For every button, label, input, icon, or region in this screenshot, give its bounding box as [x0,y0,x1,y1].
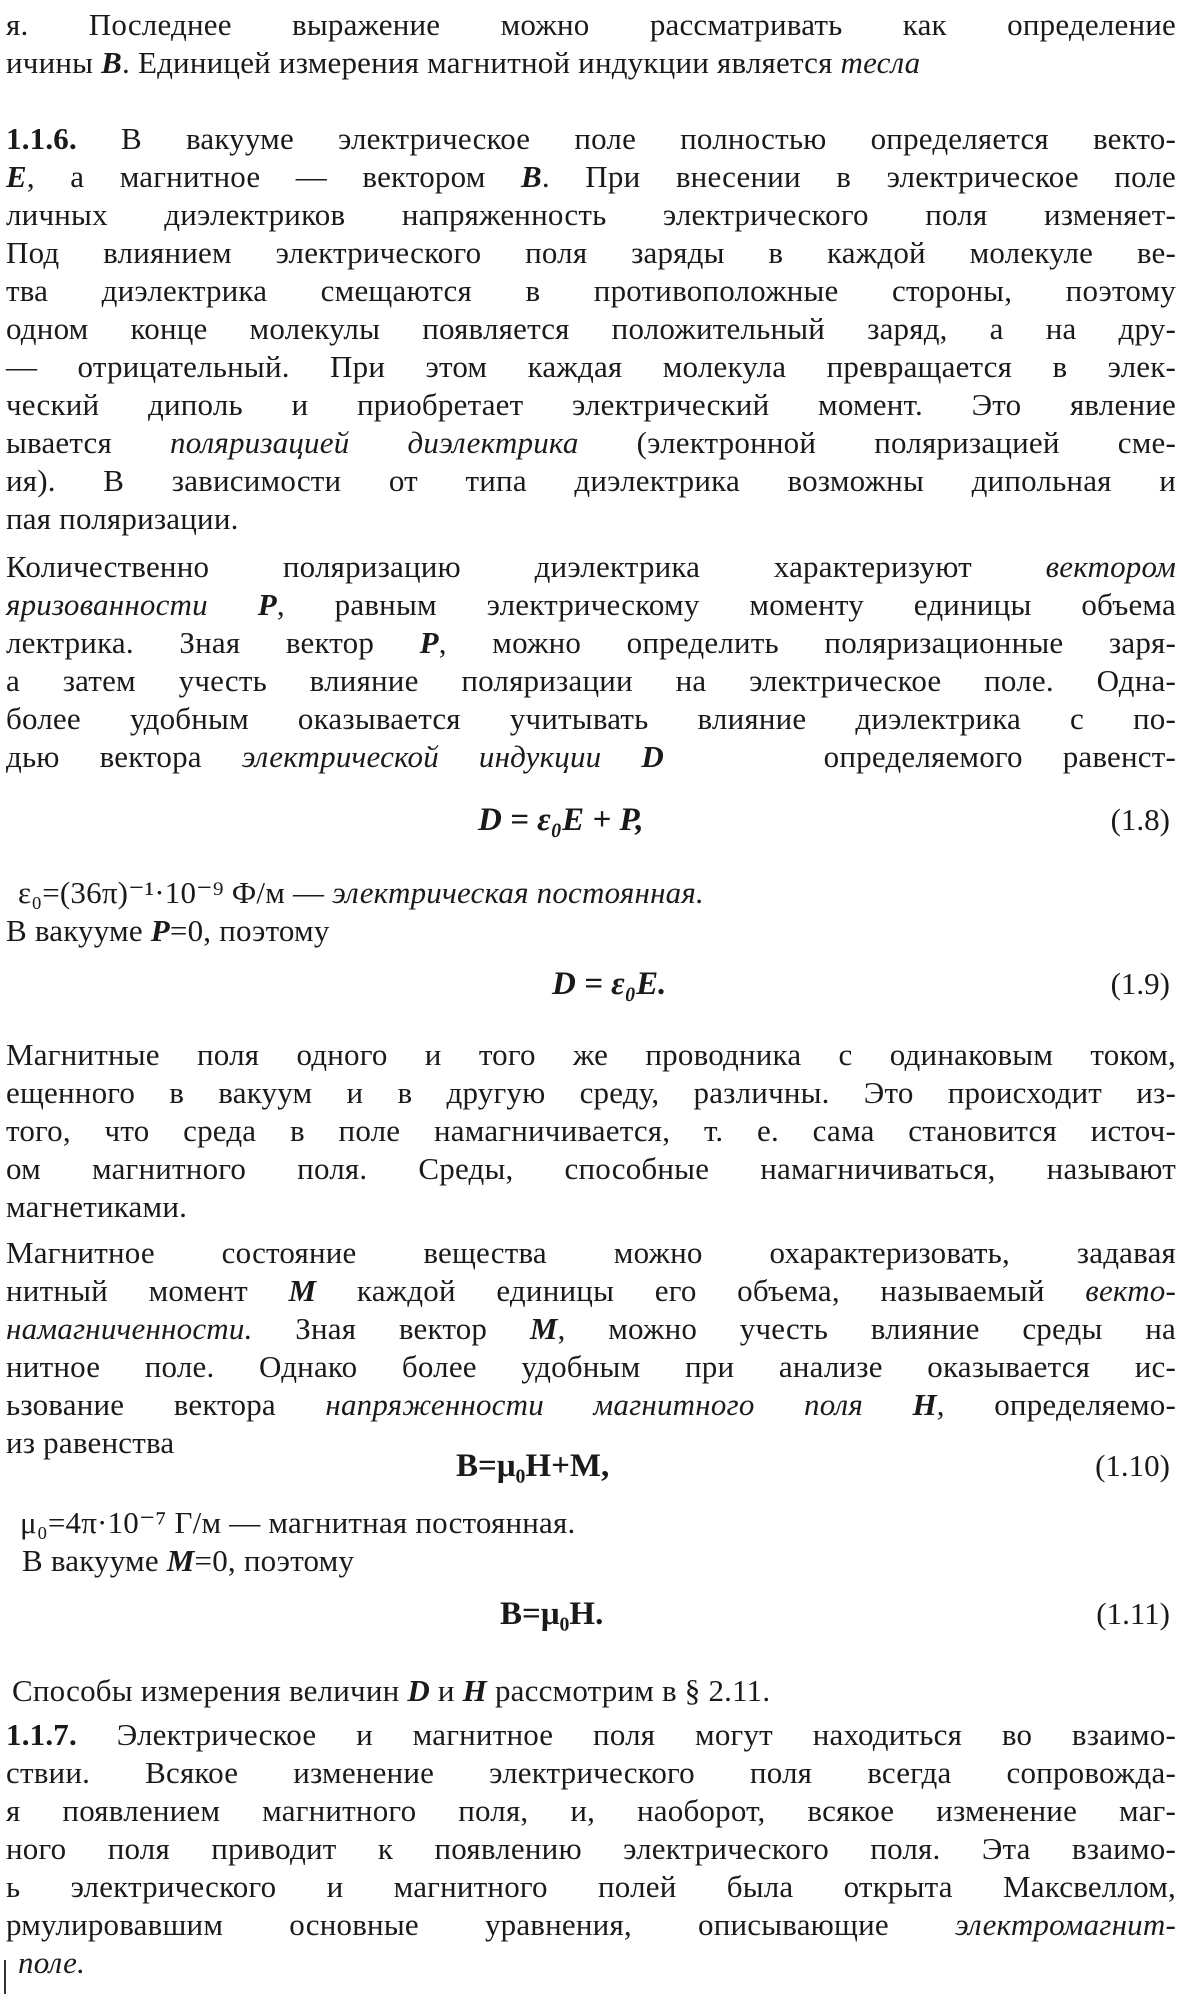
text-line: В вакууме M=0, поэтому [22,1543,355,1578]
text-line: нитный момент M каждой единицы его объема, называемый векто- [6,1273,1177,1308]
text-line: ьзование вектора напряженности магнитного поля H, определяемо- [6,1387,1177,1422]
text-line: E, а магнитное — вектором B. При внесении в электрическое поле [6,159,1176,194]
text-line: я. Последнее выражение можно рассматривать как определение [6,7,1176,42]
text-line: дью вектора электрической индукции D определяемого равенст- [6,739,1176,774]
text-line: ывается поляризацией диэлектрика (электронной поляризацией сме- [6,425,1176,460]
text-line: ческий диполь и приобретает электрический момент. Это явление [6,387,1176,422]
text-line: ия). В зависимости от типа диэлектрика возможны дипольная и [6,463,1176,498]
margin-mark [4,1960,6,1994]
text-line: пая поляризации. [6,501,239,536]
text-line: ствии. Всякое изменение электрического поля всегда сопровожда- [6,1755,1176,1790]
text-line: Магнитное состояние вещества можно охарактеризовать, задавая [6,1235,1176,1270]
text-line: я появлением магнитного поля, и, наоборот, всякое изменение маг- [6,1793,1176,1828]
equation-1-8: D = ε₀E + P, [478,802,644,838]
text-line: нитное поле. Однако более удобным при анализе оказывается ис- [6,1349,1176,1384]
text-line: 1.1.7. Электрическое и магнитное поля могут находиться во взаимо- [6,1717,1176,1752]
text-line: Под влиянием электрического поля заряды в каждой молекуле ве- [6,235,1176,270]
text-line: рмулировавшим основные уравнения, описывающие электромагнит- [6,1907,1176,1942]
text-line: ом магнитного поля. Среды, способные намагничиваться, называют [6,1151,1176,1186]
text-line: ь электрического и магнитного полей была открыта Максвеллом, [6,1869,1176,1904]
text-line: одном конце молекулы появляется положительный заряд, а на дру- [6,311,1176,346]
text-line: Количественно поляризацию диэлектрика характеризуют вектором [6,549,1177,584]
text-line: более удобным оказывается учитывать влияние диэлектрика с по- [6,701,1176,736]
equation-1-11: B=μ₀H. [500,1596,604,1632]
text-line: 1.1.6. В вакууме электрическое поле полностью определяется векто- [6,121,1176,156]
text-line: лектрика. Зная вектор P, можно определить поляризационные заря- [6,625,1177,660]
text-line: а затем учесть влияние поляризации на электрическое поле. Одна- [6,663,1176,698]
text-line: тва диэлектрика смещаются в противоположные стороны, поэтому [6,273,1176,308]
text-line: магнетиками. [6,1189,188,1224]
text-line: поле. [18,1945,86,1980]
text-line: Способы измерения величин D и H рассмотрим в § 2.11. [12,1673,771,1708]
text-line: ещенного в вакуум и в другую среду, различны. Это происходит из- [6,1075,1176,1110]
equation-number: (1.8) [1110,802,1170,837]
text-line: ичины B. Единицей измерения магнитной индукции является тесла [6,45,921,80]
equation-number: (1.10) [1095,1448,1170,1483]
equation-1-9: D = ε₀E. [552,966,667,1002]
text-line: ε₀=(36π)⁻¹·10⁻⁹ Ф/м — электрическая постоянная. [18,875,704,910]
text-line: В вакууме P=0, поэтому [6,913,330,948]
text-line: Магнитные поля одного и того же проводника с одинаковым током, [6,1037,1176,1072]
text-line: ного поля приводит к появлению электрического поля. Эта взаимо- [6,1831,1176,1866]
equation-1-10: B=μ₀H+M, [456,1448,610,1484]
text-line: из равенства [6,1425,175,1460]
equation-number: (1.11) [1096,1596,1170,1631]
equation-number: (1.9) [1110,966,1170,1001]
text-line: личных диэлектриков напряженность электрического поля изменяет- [6,197,1176,232]
text-line: того, что среда в поле намагничивается, т. е. сама становится источ- [6,1113,1176,1148]
text-line: яризованности P, равным электрическому моменту единицы объема [6,587,1176,622]
text-line: намагниченности. Зная вектор M, можно учесть влияние среды на [6,1311,1177,1346]
text-line: — отрицательный. При этом каждая молекула превращается в элек- [6,349,1176,384]
text-line: μ₀=4π·10⁻⁷ Г/м — магнитная постоянная. [20,1505,576,1540]
